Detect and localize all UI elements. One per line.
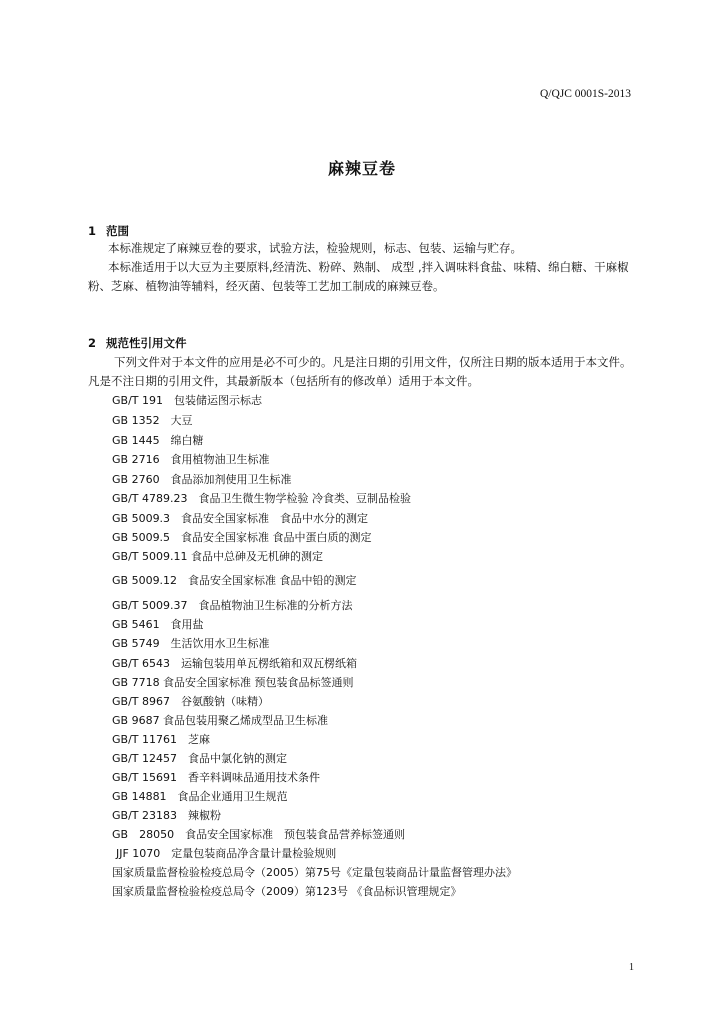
reference-item: GB/T 6543 运输包装用单瓦楞纸箱和双瓦楞纸箱	[112, 657, 357, 670]
reference-item: GB/T 5009.37 食品植物油卫生标准的分析方法	[112, 599, 353, 612]
section-1-heading	[88, 223, 129, 239]
reference-item: GB 7718 食品安全国家标准 预包装食品标签通则	[112, 676, 354, 689]
section-2-heading	[88, 335, 187, 351]
reference-item: GB 5009.5 食品安全国家标准 食品中蛋白质的测定	[112, 531, 372, 544]
document-title: 麻辣豆卷	[327, 159, 396, 178]
reference-item: GB 28050 食品安全国家标准 预包装食品营养标签通则	[112, 828, 406, 841]
reference-item: GB/T 11761 芝麻	[112, 733, 210, 746]
standard-code: Q/QJC 0001S-2013	[539, 88, 631, 100]
reference-item: GB 2716 食用植物油卫生标准	[112, 453, 270, 466]
reference-item: GB/T 5009.11 食品中总砷及无机砷的测定	[112, 550, 323, 563]
reference-item: GB 5009.12 食品安全国家标准 食品中铅的测定	[112, 574, 357, 587]
reference-item: 国家质量监督检验检疫总局令（2009）第123号 《食品标识管理规定》	[112, 885, 462, 898]
reference-item: GB/T 23183 辣椒粉	[112, 809, 221, 822]
section-title: 范围	[106, 224, 129, 238]
reference-item: GB 14881 食品企业通用卫生规范	[112, 790, 288, 803]
reference-item: GB/T 191 包装储运图示标志	[112, 394, 262, 407]
reference-item: 国家质量监督检验检疫总局令（2005）第75号《定量包装商品计量监督管理办法》	[112, 866, 517, 879]
reference-item: GB 5009.3 食品安全国家标准 食品中水分的测定	[112, 512, 369, 525]
reference-item: GB/T 8967 谷氨酸钠（味精）	[112, 695, 269, 708]
section-number: 2	[88, 336, 97, 350]
reference-item: GB 1352 大豆	[112, 414, 193, 427]
section-2-paragraph-1: 下列文件对于本文件的应用是必不可少的。凡是注日期的引用文件，仅所注日期的版本适用于本文件。凡是不注日期的引用文件，其最新版本（包括所有的修改单）适用于本文件。	[88, 355, 632, 388]
reference-item: GB 2760 食品添加剂使用卫生标准	[112, 473, 292, 486]
section-1-paragraph-1: 本标准规定了麻辣豆卷的要求，试验方法，检验规则，标志、包装、运输与贮存。	[108, 241, 522, 255]
section-1-paragraph-2: 本标准适用于以大豆为主要原料,经清洗、粉碎、熟制、 成型 ,拌入调味料食盐、味精、绵白糖、干麻椒粉、芝麻、植物油等辅料，经灭菌、包装等工艺加工制成的麻辣豆卷。	[88, 260, 629, 293]
page-number: 1	[629, 962, 634, 973]
section-number: 1	[88, 224, 97, 238]
reference-item: GB/T 15691 香辛料调味品通用技术条件	[112, 771, 320, 784]
reference-item: GB 1445 绵白糖	[112, 434, 204, 447]
reference-item: GB/T 4789.23 食品卫生微生物学检验 冷食类、豆制品检验	[112, 492, 411, 505]
reference-item: GB 5749 生活饮用水卫生标准	[112, 637, 270, 650]
reference-item: GB/T 12457 食品中氯化钠的测定	[112, 752, 287, 765]
reference-item: GB 9687 食品包装用聚乙烯成型品卫生标准	[112, 714, 329, 727]
reference-item: JJF 1070 定量包装商品净含量计量检验规则	[116, 847, 337, 860]
section-title: 规范性引用文件	[106, 336, 187, 350]
reference-item: GB 5461 食用盐	[112, 618, 204, 631]
